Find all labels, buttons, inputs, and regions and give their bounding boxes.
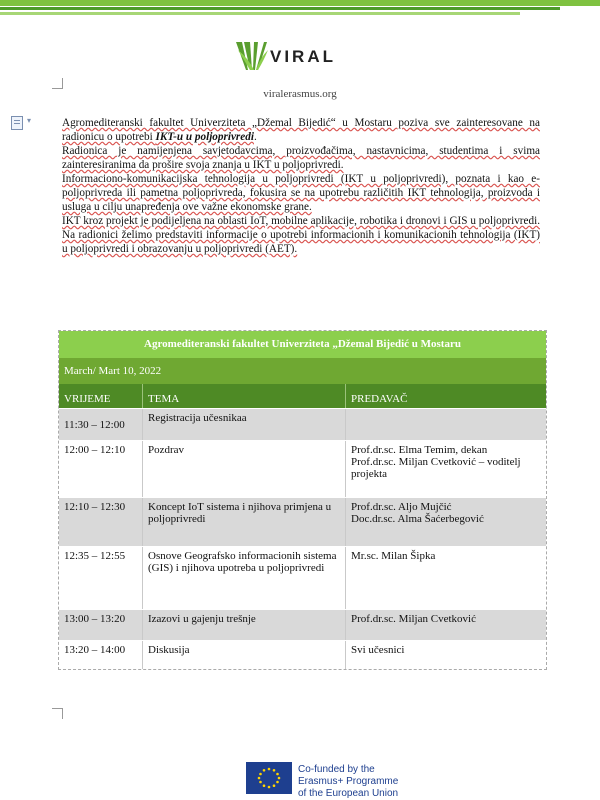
funding-line: Erasmus+ Programme <box>298 776 399 787</box>
header-decoration <box>0 0 600 22</box>
header-bar-1 <box>0 0 600 6</box>
row-speaker: Prof.dr.sc. Miljan Cvetković <box>345 610 546 640</box>
row-topic: Pozdrav <box>142 441 345 497</box>
funding-statement <box>298 764 398 800</box>
intro-p1-end: . <box>253 131 257 143</box>
column-header-time: VRIJEME <box>64 393 111 405</box>
row-topic: Registracija učesnikaa <box>142 409 345 440</box>
table-row <box>59 546 546 609</box>
row-speaker: Mr.sc. Milan Šipka <box>345 547 546 609</box>
row-time: 11:30 – 12:00 <box>64 418 125 431</box>
row-time: 13:00 – 13:20 <box>64 613 126 625</box>
row-topic: Izazovi u gajenju trešnje <box>142 610 345 640</box>
row-speaker <box>345 409 546 440</box>
intro-paragraph <box>62 116 540 144</box>
intro-paragraph: Informaciono-komunikacijska tehnologija u poljoprivredi (IKT u poljoprivredi), poznata i kao e-poljoprivreda ili pametna poljoprivreda, fokusira se na upotrebu različitih IKT tehnologija, proizvoda i usluga u cilju unapređenja ove važne ekonomske grane. <box>62 173 540 213</box>
eu-flag-icon <box>246 762 292 794</box>
intro-p1-emphasis: IKT-u u poljoprivredi <box>155 131 254 143</box>
table-header-row <box>59 384 546 408</box>
table-row <box>59 408 546 440</box>
funding-line: Co-funded by the <box>298 764 375 775</box>
intro-text <box>62 116 540 256</box>
funding-line: of the European Union <box>298 788 399 799</box>
table-row <box>59 440 546 497</box>
document-icon[interactable] <box>11 116 23 130</box>
page-corner-mark <box>52 78 63 89</box>
page-corner-mark <box>52 708 63 719</box>
eu-stars <box>246 762 292 794</box>
column-header-topic: TEMA <box>142 384 345 408</box>
row-time: 12:00 – 12:10 <box>64 444 126 456</box>
row-speaker: Prof.dr.sc. Aljo Mujčić Doc.dr.sc. Alma Šaćerbegović <box>345 498 546 546</box>
row-time: 13:20 – 14:00 <box>64 644 126 656</box>
table-row <box>59 640 546 669</box>
schedule-title: Agromediteranski fakultet Univerziteta „Džemal Bijedić u Mostaru <box>59 331 546 358</box>
header-bar-3 <box>0 12 520 15</box>
website-url[interactable]: viralerasmus.org <box>263 88 337 100</box>
schedule-date: March/ Mart 10, 2022 <box>59 358 546 384</box>
row-topic: Diskusija <box>142 641 345 669</box>
row-topic: Osnove Geografsko informacionih sistema (GIS) i njihova upotreba u poljoprivredi <box>142 547 345 609</box>
column-header-speaker: PREDAVAČ <box>345 384 546 408</box>
table-row <box>59 497 546 546</box>
row-speaker: Svi učesnici <box>345 641 546 669</box>
row-time: 12:10 – 12:30 <box>64 501 126 513</box>
chevron-down-icon[interactable]: ▾ <box>27 116 32 125</box>
brand-name: VIRAL <box>270 47 336 66</box>
table-row <box>59 609 546 640</box>
intro-paragraph: IKT kroz projekt je podijeljena na oblasti IoT, mobilne aplikacije, robotika i dronovi i GIS u poljoprivredi. Na radionici želimo predstaviti informacije o upotrebi informacionih i komunikacionih tehnologija (IKT) u poljoprivredi i obrazovanju u poljoprivredi (AET). <box>62 215 540 255</box>
row-speaker: Prof.dr.sc. Elma Temim, dekan Prof.dr.sc. Miljan Cvetković – voditelj projekta <box>345 441 546 497</box>
schedule-table <box>58 330 547 670</box>
row-topic: Koncept IoT sistema i njihova primjena u poljoprivredi <box>142 498 345 546</box>
row-time: 12:35 – 12:55 <box>64 550 126 562</box>
intro-paragraph: Radionica je namijenjena savjetodavcima, proizvođačima, nastavnicima, studentima i svima zainteresiranima da prošire svoja znanja u IKT u poljoprivredi. <box>62 145 540 171</box>
header-bar-2 <box>0 7 560 10</box>
intro-p1-text: Agromediteranski fakultet Univerziteta „Džemal Bijedić“ u Mostaru poziva sve zainteresovane na radionicu o upotrebi <box>62 117 540 143</box>
